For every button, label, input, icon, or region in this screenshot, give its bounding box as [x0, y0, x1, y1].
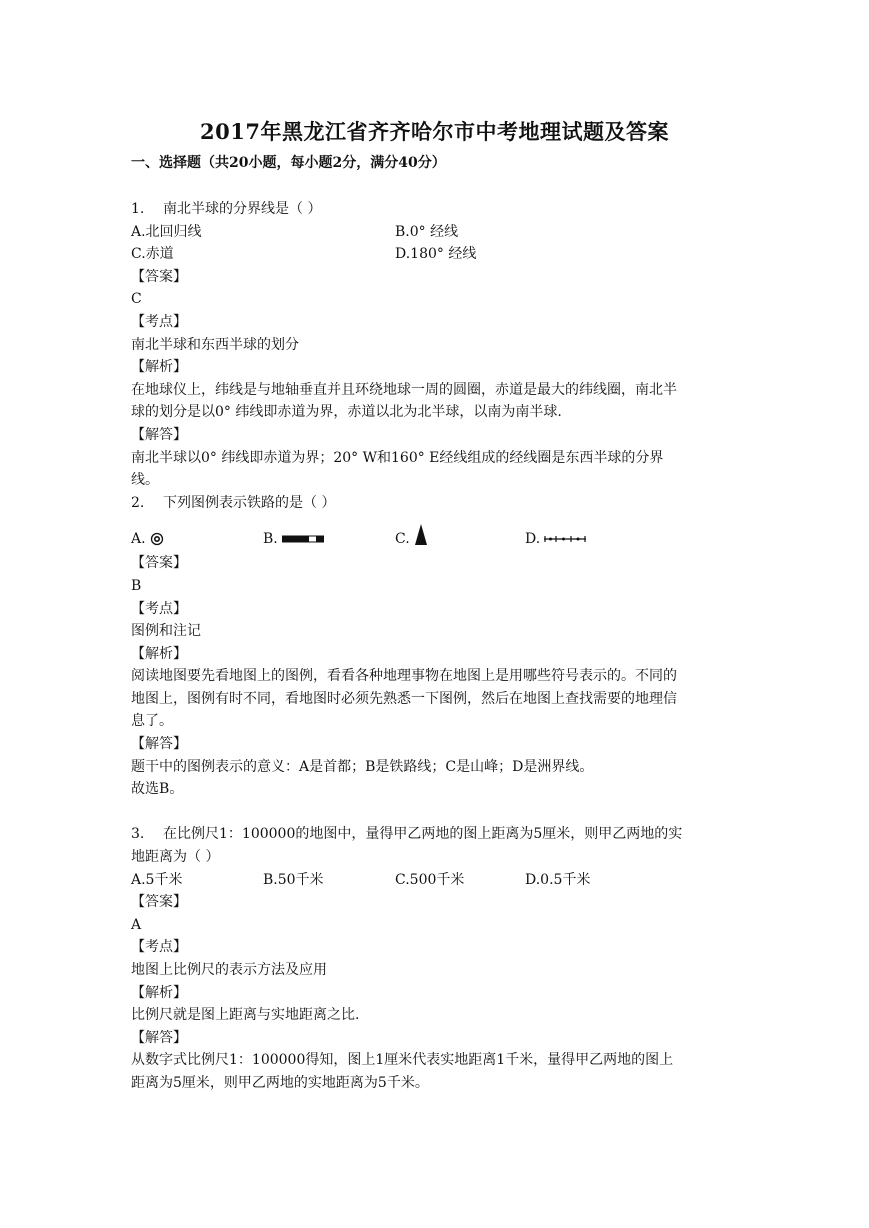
analysis-line: 阅读地图要先看地图上的图例，看看各种地理事物在地图上是用哪些符号表示的。不同的 — [131, 668, 677, 685]
option-a: A.5千米 — [131, 871, 183, 888]
analysis-line: 在地球仪上，纬线是与地轴垂直并且环绕地球一周的圆圈，赤道是最大的纬线圈，南北半 — [131, 381, 677, 398]
point-label: 【考点】 — [131, 939, 187, 956]
solution-line: 南北半球以0° 纬线即赤道为界；20° W和160° E经线组成的经线圈是东西半球的分界 — [131, 449, 664, 466]
option-a: A.北回归线 — [131, 223, 202, 240]
point-label: 【考点】 — [131, 313, 187, 330]
option-label: B. — [263, 531, 278, 548]
option-d: D.0.5千米 — [525, 871, 591, 888]
solution-line: 从数字式比例尺1：100000得知，图上1厘米代表实地距离1千米，量得甲乙两地的图上 — [131, 1052, 674, 1069]
spacer — [131, 801, 731, 824]
option-label: C. — [395, 531, 410, 548]
question-number: 2. — [131, 494, 145, 511]
page-title: 2017年黑龙江省齐齐哈尔市中考地理试题及答案 — [200, 119, 669, 144]
answer-value: C — [131, 291, 142, 308]
question-stem: 下列图例表示铁路的是（ ） — [163, 494, 336, 511]
point-text: 南北半球和东西半球的划分 — [131, 336, 299, 353]
analysis-line: 地图上，图例有时不同，看地图时必须先熟悉一下图例，然后在地图上查找需要的地理信 — [131, 690, 677, 707]
question-1 — [131, 198, 731, 492]
peak-symbol-icon — [414, 524, 428, 546]
question-3 — [131, 823, 731, 1094]
option-c: C.500千米 — [395, 871, 465, 888]
answer-value: B — [131, 577, 142, 594]
railway-symbol-icon — [282, 535, 324, 543]
answer-label: 【答案】 — [131, 268, 187, 285]
answer-label: 【答案】 — [131, 555, 187, 572]
solution-label: 【解答】 — [131, 426, 187, 443]
questions — [131, 198, 731, 1095]
question-number: 1. — [131, 201, 145, 217]
solution-line: 线。 — [131, 472, 159, 489]
section-heading: 一、选择题（共20小题，每小题2分，满分40分） — [131, 155, 446, 171]
legend-options — [131, 522, 731, 556]
point-label: 【考点】 — [131, 600, 187, 617]
answer-value: A — [131, 916, 142, 933]
analysis-label: 【解析】 — [131, 645, 187, 662]
analysis-line: 比例尺就是图上距离与实地距离之比. — [131, 1007, 360, 1024]
option-d — [525, 522, 586, 556]
option-label: A. — [131, 531, 146, 548]
solution-line: 距离为5厘米，则甲乙两地的实地距离为5千米。 — [131, 1074, 429, 1091]
point-text: 地图上比例尺的表示方法及应用 — [131, 962, 327, 978]
analysis-line: 息了。 — [131, 713, 173, 730]
question-stem: 南北半球的分界线是（ ） — [163, 201, 322, 217]
analysis-label: 【解析】 — [131, 984, 187, 1001]
solution-label: 【解答】 — [131, 736, 187, 753]
solution-label: 【解答】 — [131, 1029, 187, 1046]
answer-label: 【答案】 — [131, 894, 187, 911]
option-c: C.赤道 — [131, 246, 174, 263]
option-d: D.180° 经线 — [395, 246, 477, 263]
question-number: 3. — [131, 826, 145, 843]
option-c — [395, 522, 428, 556]
solution-line: 故选B。 — [131, 781, 184, 798]
analysis-label: 【解析】 — [131, 359, 187, 376]
question-stem: 在比例尺1：100000的地图中，量得甲乙两地的图上距离为5厘米，则甲乙两地的实 — [163, 826, 683, 843]
option-label: D. — [525, 531, 541, 548]
solution-line: 题干中的图例表示的意义：A是首都；B是铁路线；C是山峰；D是洲界线。 — [131, 758, 594, 775]
capital-symbol-icon — [150, 532, 164, 546]
option-b: B.0° 经线 — [395, 223, 459, 240]
option-a — [131, 522, 164, 556]
continent-boundary-symbol-icon — [544, 535, 586, 543]
analysis-line: 球的划分是以0° 纬线即赤道为界，赤道以北为北半球，以南为南半球. — [131, 404, 562, 421]
option-b: B.50千米 — [263, 871, 324, 888]
question-stem-continued: 地距离为（ ） — [131, 849, 220, 866]
point-text: 图例和注记 — [131, 623, 201, 640]
option-b — [263, 522, 324, 556]
question-2 — [131, 492, 731, 801]
